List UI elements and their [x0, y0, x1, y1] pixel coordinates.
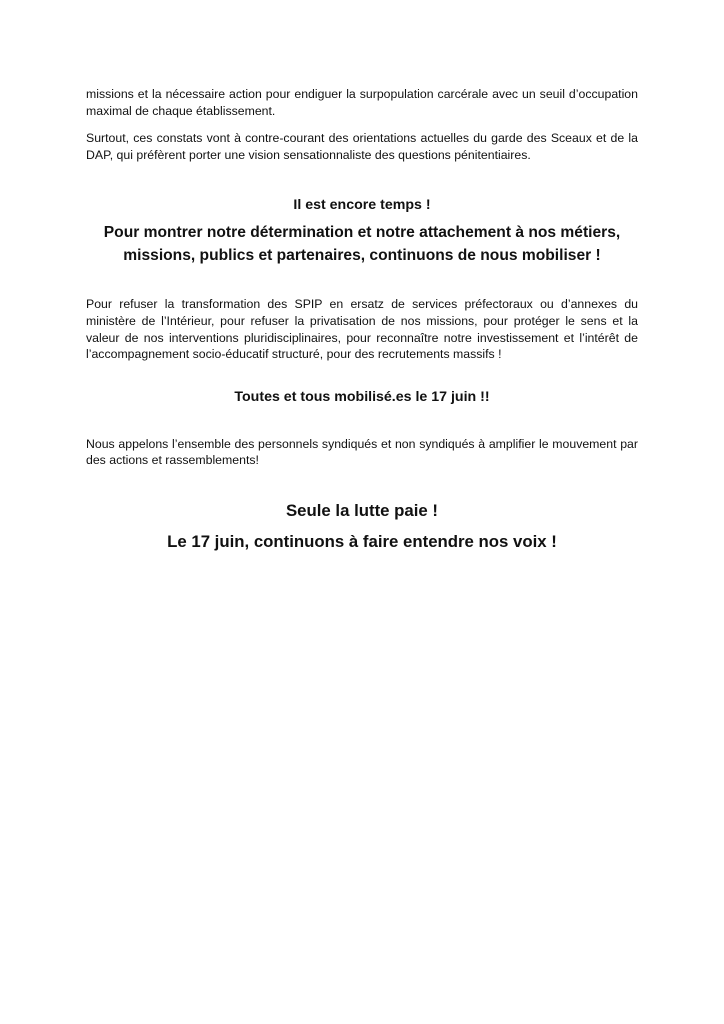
heading-encore-temps: Il est encore temps !	[293, 197, 431, 214]
document-body	[86, 86, 638, 553]
paragraph-refuser: Pour refuser la transformation des SPIP en ersatz de services préfectoraux ou d’annexes du ministère de l’Intérieur, pour refuser la privatisation de nos missions, pour protéger le sens et la valeur de nos interventions pluridisciplinaires, pour reconnaître notre investissement et l’intérêt de l’accompagnement socio-éducatif structuré, pour des recrutements massifs !	[86, 297, 638, 362]
heading-mobilisation-line2: missions, publics et partenaires, continuons de nous mobiliser !	[123, 247, 601, 265]
paragraph-appel: Nous appelons l’ensemble des personnels syndiqués et non syndiqués à amplifier le mouvement par des actions et rassemblements!	[86, 436, 638, 468]
paragraph-constats: Surtout, ces constats vont à contre-courant des orientations actuelles du garde des Sceaux et de la DAP, qui préfèrent porter une vision sensationnaliste des questions pénitentiaires.	[86, 131, 638, 162]
heading-mobilisation-line1: Pour montrer notre détermination et notre attachement à nos métiers,	[103, 224, 621, 242]
heading-17-juin: Toutes et tous mobilisé.es le 17 juin !!	[234, 388, 490, 405]
closing-lutte-paie: Seule la lutte paie !	[285, 500, 438, 520]
paragraph-surpopulation: missions et la nécessaire action pour endiguer la surpopulation carcérale avec un seuil d’occupation maximal de chaque établissement.	[86, 87, 638, 118]
closing-faire-entendre: Le 17 juin, continuons à faire entendre nos voix !	[167, 531, 557, 551]
